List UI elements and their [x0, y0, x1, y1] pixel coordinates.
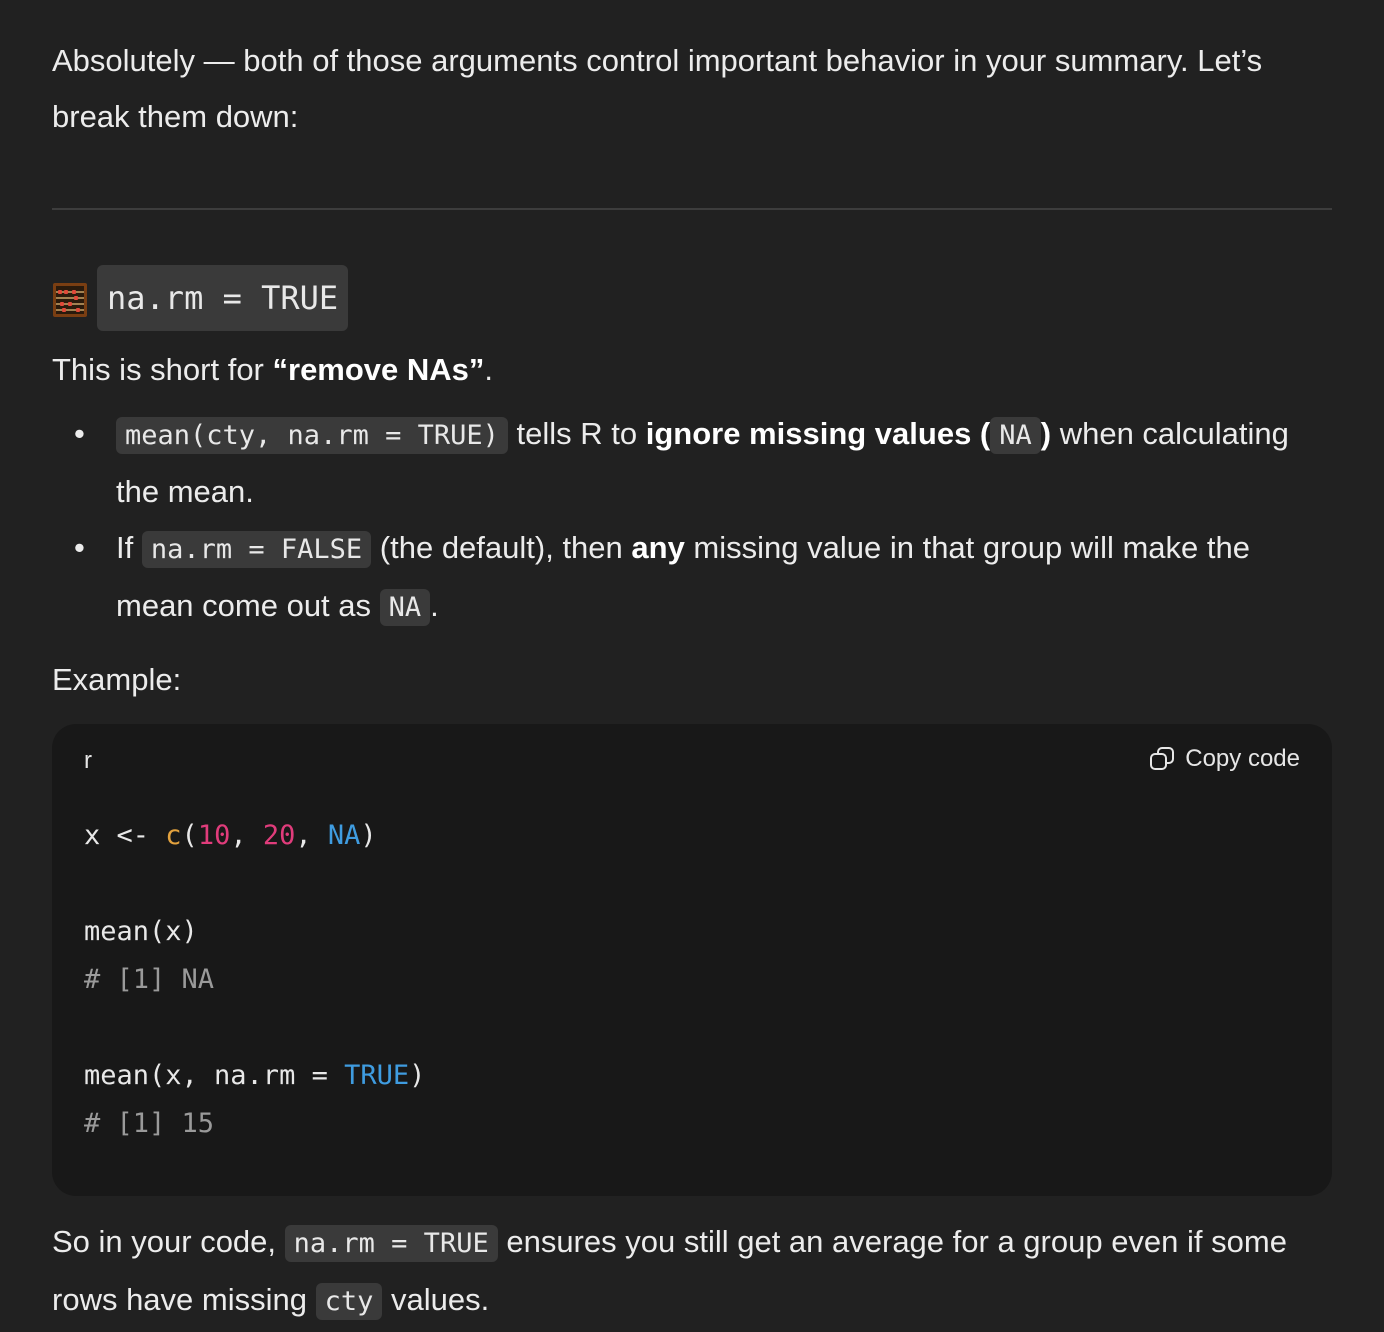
section-divider [52, 208, 1332, 210]
inline-code: NA [380, 589, 431, 626]
bullet-text: (the default), then [371, 530, 632, 565]
bullet-bold: ignore missing values ( [645, 416, 991, 451]
code-line-4: mean(x, na.rm = TRUE) [84, 1060, 426, 1091]
bullet-text: If [116, 530, 142, 565]
code-block [52, 724, 1332, 1196]
short-prefix: This is short for [52, 352, 273, 387]
bullet-text: when calculating the mean. [116, 416, 1289, 509]
code-comment: # [1] NA [84, 964, 215, 995]
list-item [74, 520, 1332, 636]
copy-icon [1149, 746, 1175, 772]
list-item [74, 406, 1332, 520]
code-line-1: x <- c(10, 20, NA) [84, 820, 377, 851]
bullet-list [52, 406, 1332, 636]
code-content [84, 812, 425, 1148]
inline-code: mean(cty, na.rm = TRUE) [116, 417, 508, 454]
message-content [52, 33, 1332, 1330]
intro-text: Absolutely — both of those arguments control important behavior in your summary. Let’s break them down: [52, 43, 1263, 134]
short-for-paragraph [52, 342, 1332, 398]
inline-code: na.rm = TRUE [285, 1225, 498, 1262]
bullet-bold: any [631, 530, 685, 565]
inline-code: NA [990, 417, 1041, 454]
bullet-text: missing value in that group will make the mean come out as [116, 530, 1250, 623]
bullet-dot: • [74, 416, 85, 451]
section-heading [52, 272, 1332, 324]
bullet-bold: ) [1040, 416, 1052, 451]
abacus-icon [52, 280, 88, 316]
inline-code: cty [316, 1283, 383, 1320]
code-line-2: mean(x) [84, 916, 198, 947]
copy-code-label: Copy code [1185, 745, 1300, 772]
short-suffix: . [484, 352, 494, 387]
outro-text: ensures you still get an average for a group even if some rows have missing [52, 1224, 1287, 1317]
bullet-text: tells R to [507, 416, 646, 451]
copy-code-button[interactable] [1149, 744, 1300, 774]
short-bold: “remove NAs” [272, 352, 485, 387]
outro-text: values. [382, 1282, 490, 1317]
bullet-dot: • [74, 530, 85, 565]
outro-paragraph [52, 1214, 1332, 1330]
bullet-text: . [430, 588, 439, 623]
heading-code: na.rm = TRUE [97, 265, 348, 331]
code-language-label: r [84, 747, 92, 774]
intro-paragraph [52, 33, 1332, 145]
inline-code: na.rm = FALSE [142, 531, 371, 568]
outro-text: So in your code, [52, 1224, 285, 1259]
example-label: Example: [52, 662, 182, 697]
code-comment: # [1] 15 [84, 1108, 215, 1139]
